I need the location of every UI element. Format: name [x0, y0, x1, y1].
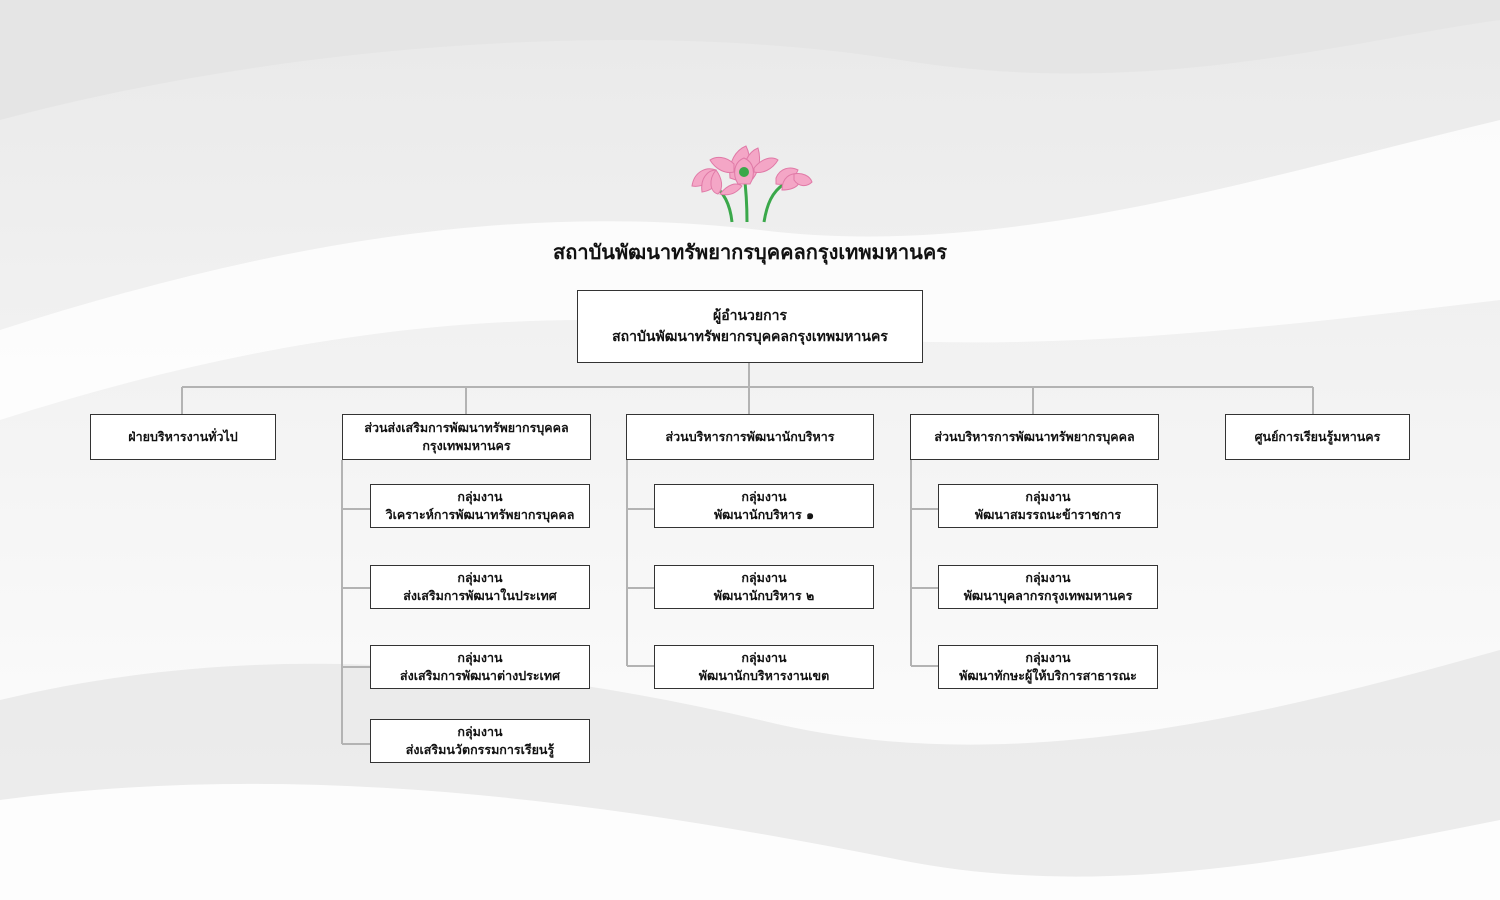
workgroup-name: วิเคราะห์การพัฒนาทรัพยากรบุคคล: [385, 507, 575, 522]
workgroup-box: [654, 484, 874, 528]
workgroup-label: กลุ่มงาน: [457, 650, 503, 665]
workgroup-label: กลุ่มงาน: [1025, 650, 1071, 665]
workgroup-box: [938, 484, 1158, 528]
workgroup-name: พัฒนาบุคลากรกรุงเทพมหานคร: [963, 588, 1133, 603]
workgroup-name: พัฒนานักบริหารงานเขต: [698, 668, 830, 683]
workgroup-label: กลุ่มงาน: [457, 724, 503, 739]
division-hr-promotion: [342, 414, 591, 460]
workgroup-label: กลุ่มงาน: [741, 489, 787, 504]
director-box: [577, 290, 923, 363]
workgroup-name: ส่งเสริมการพัฒนาในประเทศ: [403, 588, 557, 603]
workgroup-name: พัฒนานักบริหาร ๒: [713, 588, 815, 603]
division-label: ฝ่ายบริหารงานทั่วไป: [128, 429, 238, 444]
workgroup-name: ส่งเสริมนวัตกรรมการเรียนรู้: [405, 742, 555, 757]
division-learning-center: [1225, 414, 1410, 460]
workgroup-box: [938, 645, 1158, 689]
division-label: ส่วนส่งเสริมการพัฒนาทรัพยากรบุคคล: [364, 420, 569, 435]
workgroup-box: [654, 645, 874, 689]
division-general-administration: [90, 414, 276, 460]
workgroup-name: ส่งเสริมการพัฒนาต่างประเทศ: [399, 668, 561, 683]
organization-title: สถาบันพัฒนาทรัพยากรบุคคลกรุงเทพมหานคร: [553, 240, 947, 264]
division-hr-development: [910, 414, 1159, 460]
workgroup-name: พัฒนานักบริหาร ๑: [713, 507, 815, 522]
division-executive-development: [626, 414, 874, 460]
division-label: ส่วนบริหารการพัฒนาทรัพยากรบุคคล: [934, 429, 1135, 444]
workgroup-label: กลุ่มงาน: [1025, 489, 1071, 504]
director-organization: สถาบันพัฒนาทรัพยากรบุคคลกรุงเทพมหานคร: [612, 328, 888, 345]
workgroup-box: [370, 565, 590, 609]
workgroup-label: กลุ่มงาน: [457, 570, 503, 585]
workgroup-box: [654, 565, 874, 609]
workgroup-label: กลุ่มงาน: [1025, 570, 1071, 585]
workgroup-label: กลุ่มงาน: [741, 570, 787, 585]
workgroup-name: พัฒนาสมรรถนะข้าราชการ: [974, 507, 1122, 522]
workgroup-box: [370, 645, 590, 689]
workgroup-box: [938, 565, 1158, 609]
division-label: ศูนย์การเรียนรู้มหานคร: [1254, 429, 1381, 444]
workgroup-label: กลุ่มงาน: [741, 650, 787, 665]
division-label: ส่วนบริหารการพัฒนานักบริหาร: [665, 429, 835, 444]
division-label-line2: กรุงเทพมหานคร: [422, 438, 511, 453]
workgroup-name: พัฒนาทักษะผู้ให้บริการสาธารณะ: [959, 668, 1137, 683]
workgroup-box: [370, 719, 590, 763]
workgroup-box: [370, 484, 590, 528]
director-position: ผู้อำนวยการ: [713, 307, 787, 324]
lotus-icon: [672, 134, 822, 224]
workgroup-label: กลุ่มงาน: [457, 489, 503, 504]
